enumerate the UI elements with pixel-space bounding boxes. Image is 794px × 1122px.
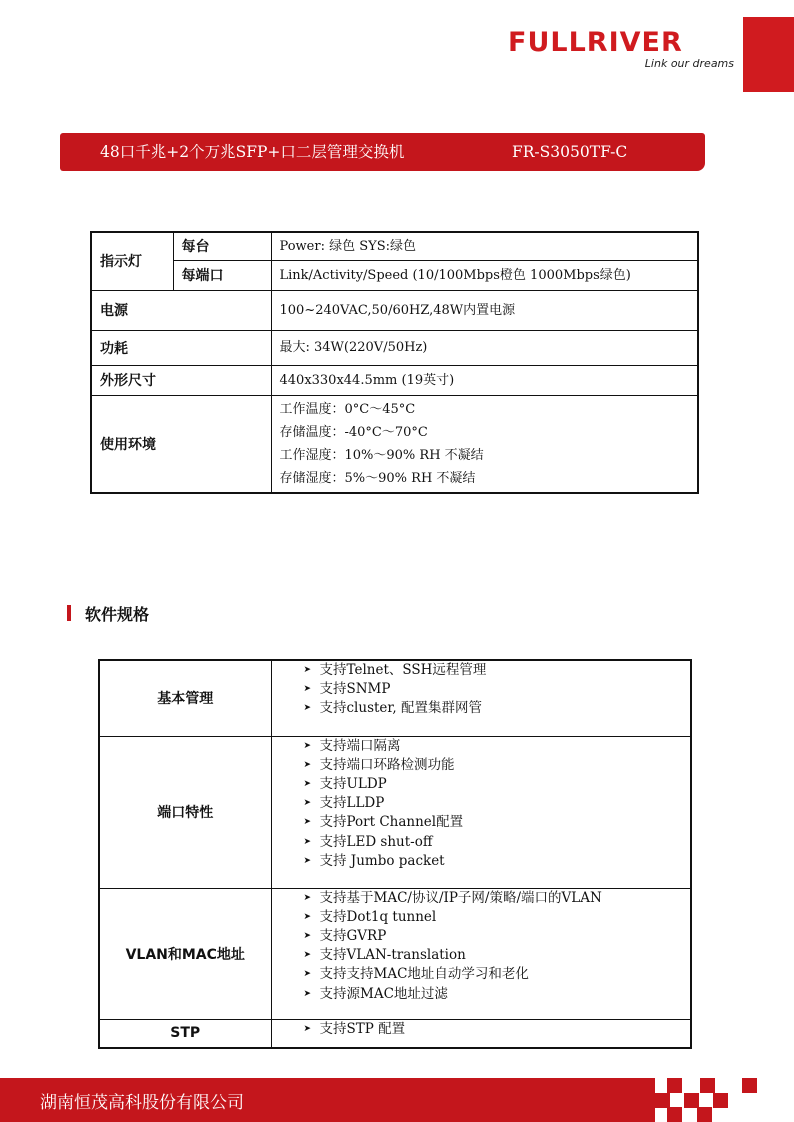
list-item: ➤ 支持端口环路检测功能 [320, 756, 691, 775]
feature-list [303, 737, 691, 871]
logo-wordmark: FULLRIVER [508, 27, 683, 58]
per-port-label: 每端口 [173, 260, 271, 290]
consumption-value: 最大: 34W(220V/50Hz) [271, 330, 698, 365]
list-item: ➤ 支持基于MAC/协议/IP子网/策略/端口的VLAN [320, 889, 691, 908]
pixel-square [667, 1078, 682, 1093]
list-item: ➤ 支持Port Channel配置 [320, 813, 691, 832]
power-label: 电源 [91, 290, 271, 330]
list-item: ➤ 支持SNMP [320, 680, 691, 699]
list-item: ➤ 支持Dot1q tunnel [320, 908, 691, 927]
logo-tagline: Link our dreams [644, 57, 734, 70]
arrow-bullet-icon: ➤ [303, 930, 312, 941]
pixel-square [684, 1093, 699, 1108]
corner-decoration [743, 17, 794, 92]
list-item: ➤ 支持端口隔离 [320, 737, 691, 756]
arrow-bullet-icon: ➤ [303, 1023, 312, 1034]
feature-list [303, 889, 691, 1004]
env-label: 使用环境 [91, 395, 271, 493]
arrow-bullet-icon: ➤ [303, 817, 312, 828]
env-line: 工作湿度：10%～90% RH 不凝结 [279, 447, 484, 463]
product-title-bar [60, 133, 705, 171]
power-value: 100~240VAC,50/60HZ,48W内置电源 [271, 290, 698, 330]
per-port-value: Link/Activity/Speed (10/100Mbps橙色 1000Mbps绿色) [271, 260, 698, 290]
feature-list-cell [271, 660, 691, 736]
list-item: ➤ 支持VLAN-translation [320, 946, 691, 965]
arrow-bullet-icon: ➤ [303, 740, 312, 751]
arrow-bullet-icon: ➤ [303, 969, 312, 980]
arrow-bullet-icon: ➤ [303, 684, 312, 695]
list-item: ➤ 支持ULDP [320, 775, 691, 794]
software-section-heading [67, 603, 149, 623]
feature-list [303, 661, 691, 719]
arrow-bullet-icon: ➤ [303, 665, 312, 675]
pixel-square [700, 1078, 715, 1093]
hardware-spec-table [90, 231, 699, 494]
list-item: ➤ 支持 Jumbo packet [320, 852, 691, 871]
arrow-bullet-icon: ➤ [303, 836, 312, 847]
pixel-square [667, 1107, 682, 1122]
env-values [271, 395, 698, 493]
table-row [99, 888, 691, 1019]
category-label: VLAN和MAC地址 [99, 888, 271, 1019]
section-marker [67, 605, 71, 621]
pixel-square [713, 1093, 728, 1108]
arrow-bullet-icon: ➤ [303, 950, 312, 961]
list-item: ➤ 支持源MAC地址过滤 [320, 985, 691, 1004]
arrow-bullet-icon: ➤ [303, 778, 312, 789]
product-model: FR-S3050TF-C [512, 143, 628, 161]
per-unit-value: Power: 绿色 SYS:绿色 [271, 232, 698, 260]
table-row [99, 736, 691, 888]
pixel-square [697, 1107, 712, 1122]
env-line: 工作温度：0°C～45°C [279, 401, 416, 417]
table-row [91, 260, 698, 290]
footer-company: 湖南恒茂高科股份有限公司 [40, 1093, 244, 1113]
software-spec-table [98, 659, 692, 1049]
table-row [91, 330, 698, 365]
arrow-bullet-icon: ➤ [303, 988, 312, 999]
list-item: ➤ 支持LLDP [320, 794, 691, 813]
per-unit-label: 每台 [173, 232, 271, 260]
feature-list [303, 1020, 691, 1039]
indicator-label: 指示灯 [91, 232, 173, 290]
table-row [91, 290, 698, 330]
table-row [99, 1019, 691, 1048]
pixel-square [742, 1078, 757, 1093]
section-title: 软件规格 [85, 604, 150, 624]
list-item: ➤ 支持STP 配置 [320, 1020, 691, 1039]
category-label: 端口特性 [99, 736, 271, 888]
feature-list-cell [271, 736, 691, 888]
table-row [91, 232, 698, 260]
table-row [91, 395, 698, 493]
list-item: ➤ 支持cluster, 配置集群网管 [320, 699, 691, 718]
pixel-square [655, 1093, 670, 1108]
list-item: ➤ 支持支持MAC地址自动学习和老化 [320, 965, 691, 984]
category-label: STP [99, 1019, 271, 1048]
list-item: ➤ 支持Telnet、SSH远程管理 [320, 661, 691, 680]
feature-list-cell [271, 888, 691, 1019]
table-row [99, 660, 691, 736]
list-item: ➤ 支持LED shut-off [320, 833, 691, 852]
size-label: 外形尺寸 [91, 365, 271, 395]
brand-logo [508, 28, 736, 78]
product-name: 48口千兆+2个万兆SFP+口二层管理交换机 [100, 143, 405, 161]
arrow-bullet-icon: ➤ [303, 798, 312, 809]
arrow-bullet-icon: ➤ [303, 855, 312, 866]
consumption-label: 功耗 [91, 330, 271, 365]
env-line: 存储湿度：5%～90% RH 不凝结 [279, 470, 476, 486]
size-value: 440x330x44.5mm (19英寸) [271, 365, 698, 395]
arrow-bullet-icon: ➤ [303, 911, 312, 922]
feature-list-cell [271, 1019, 691, 1048]
category-label: 基本管理 [99, 660, 271, 736]
arrow-bullet-icon: ➤ [303, 892, 312, 903]
arrow-bullet-icon: ➤ [303, 703, 312, 714]
env-line: 存储温度：-40°C～70°C [279, 424, 428, 440]
arrow-bullet-icon: ➤ [303, 759, 312, 770]
list-item: ➤ 支持GVRP [320, 927, 691, 946]
table-row [91, 365, 698, 395]
